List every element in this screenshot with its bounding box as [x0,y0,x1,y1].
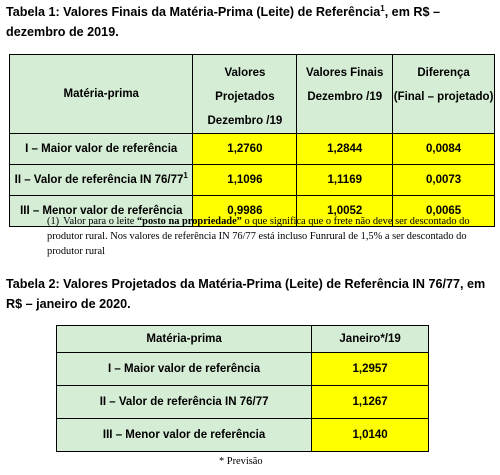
table-row [57,353,429,386]
table1-caption-suffix: , em R$ – dezembro de 2019. [6,5,440,39]
table2-cell-value: 1,2957 [312,353,429,386]
table1-row-label-text: II – Valor de referência IN 76/77 [14,174,184,186]
table1-header-final [297,55,393,134]
table1-caption [6,2,494,42]
table1-cell-final: 1,1169 [297,165,393,196]
table2-header-materia-prima: Matéria-prima [57,326,312,353]
table1-cell-diff: 0,0084 [393,134,495,165]
table1-cell-projected: 0,9986 [193,196,297,227]
table1-header-projected-line2: Dezembro /19 [207,115,283,127]
table1-caption-text: Tabela 1: Valores Finais da Matéria-Prima (Leite) de Referência [6,5,381,19]
table2-footnote: * Previsão [219,456,263,467]
table1-row-label-sup: 1 [183,171,188,181]
footnote-number: (1) [47,216,60,227]
table2-row-label: III – Menor valor de referência [57,419,312,452]
table2-caption: Tabela 2: Valores Projetados da Matéria-Prima (Leite) de Referência IN 76/77, em R$ – janeiro de 2020. [6,277,486,311]
table1-cell-final: 1,2844 [297,134,393,165]
footnote-text-pre: Valor para o leite [63,216,137,227]
table1-header-final-line2: Dezembro /19 [307,91,383,103]
table1-row-label-text: I – Maior valor de referência [25,143,178,155]
table1-header-diff [393,55,495,134]
table2 [56,325,429,452]
table1-cell-projected: 1,2760 [193,134,297,165]
table1-cell-diff: 0,0073 [393,165,495,196]
table1-header-projected-line1: Valores Projetados [215,67,275,103]
table1-row-label [10,165,193,196]
table2-header-janeiro: Janeiro*/19 [312,326,429,353]
table1-cell-final: 1,0052 [297,196,393,227]
table-row [10,134,495,165]
table2-header-row [57,326,429,353]
table1-header-diff-line1: Diferença [417,67,470,79]
table1-row-label [10,134,193,165]
table1-header-materia-prima: Matéria-prima [10,55,193,134]
table1-row-label-text: III – Menor valor de referência [20,205,183,217]
table1-cell-diff: 0,0065 [393,196,495,227]
table-row [57,419,429,452]
footnote-text-bold: “posto na propriedade” [136,216,242,227]
footnote-text-post: o que significa que o frete não deve ser descontado do produtor rural. Nos valores de referência IN 76/77 está incluso Funrural de 1,5% a ser descontado do produtor rural [47,216,470,257]
table1 [9,54,495,227]
table1-footnote [47,214,487,259]
table1-cell-projected: 1,1096 [193,165,297,196]
table1-header-diff-line2: (Final – projetado) [393,91,494,103]
table2-row-label: I – Maior valor de referência [57,353,312,386]
table1-header-final-line1: Valores Finais [306,67,384,79]
table1-header-row [10,55,495,134]
table-row [57,386,429,419]
table1-header-projected [193,55,297,134]
table2-cell-value: 1,0140 [312,419,429,452]
table1-caption-superscript: 1 [380,3,385,13]
table2-cell-value: 1,1267 [312,386,429,419]
table-row [10,165,495,196]
table2-row-label: II – Valor de referência IN 76/77 [57,386,312,419]
